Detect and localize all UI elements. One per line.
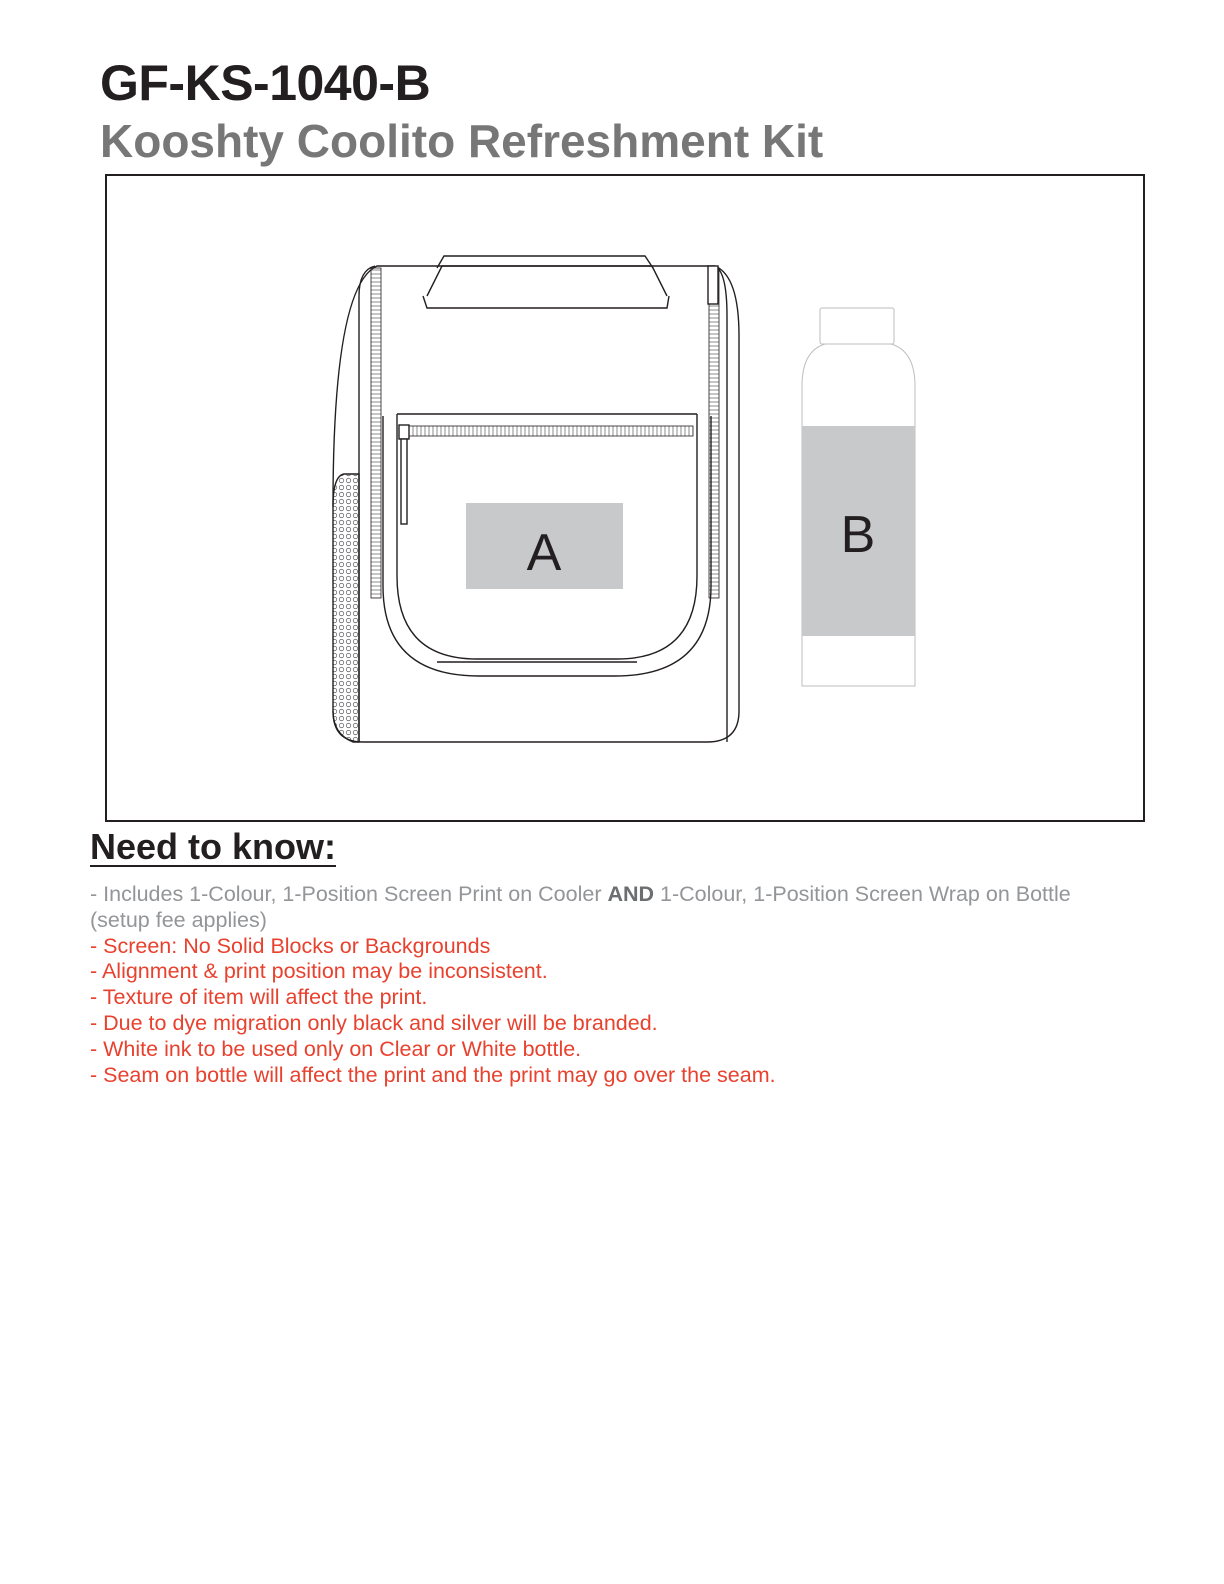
warning-note: - Seam on bottle will affect the print and the print may go over the seam. — [90, 1062, 776, 1087]
warning-note: - White ink to be used only on Clear or White bottle. — [90, 1036, 582, 1061]
product-artwork-frame — [105, 174, 1145, 822]
warning-note: - Texture of item will affect the print. — [90, 985, 428, 1010]
warning-note: - Due to dye migration only black and silver will be branded. — [90, 1010, 658, 1035]
intro-note — [90, 882, 1130, 934]
cooler-bag-drawing — [333, 256, 739, 742]
print-area-b-label: B — [840, 506, 876, 564]
intro-note-part2: 1-Colour, 1-Position Screen Wrap on Bottle (setup fee applies) — [90, 882, 1071, 932]
product-code: GF-KS-1040-B — [100, 55, 431, 111]
warning-note: - Screen: No Solid Blocks or Backgrounds — [90, 933, 491, 958]
intro-note-emphasis: AND — [607, 882, 655, 906]
need-to-know-list — [90, 882, 1130, 1088]
need-to-know-heading: Need to know: — [90, 826, 337, 867]
warning-note: - Alignment & print position may be inconsistent. — [90, 959, 548, 984]
intro-note-part1: - Includes 1-Colour, 1-Position Screen Print on Cooler — [90, 882, 608, 906]
print-area-a-label: A — [526, 524, 562, 582]
product-name: Kooshty Coolito Refreshment Kit — [100, 115, 824, 167]
product-line-drawing — [107, 176, 1143, 820]
